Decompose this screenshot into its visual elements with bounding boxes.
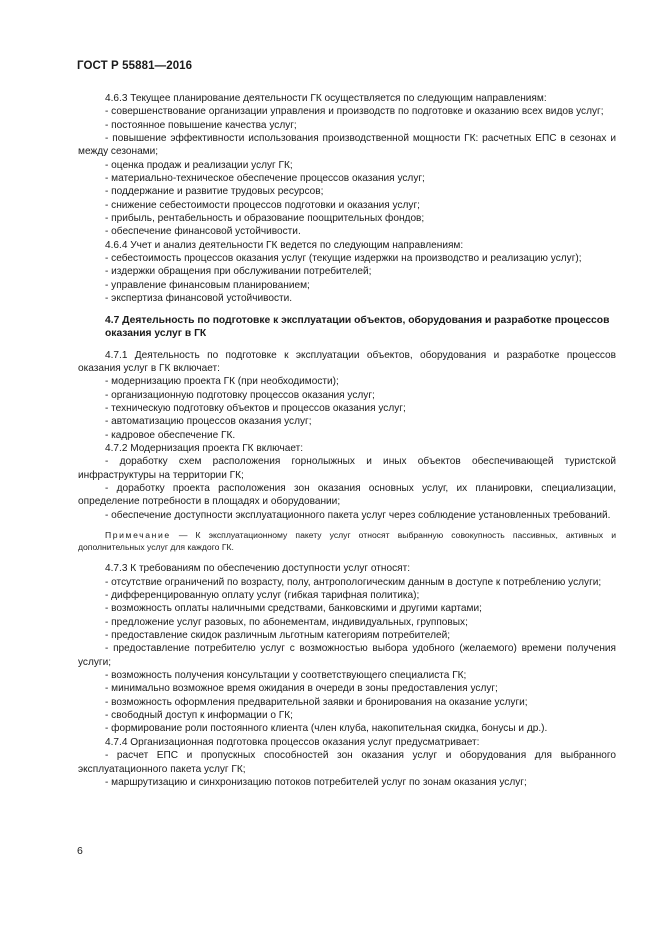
list-item: - доработку проекта расположения зон оказания основных услуг, их планировки, специализации, определение потребности в площадях и оборудовании; [78, 483, 616, 508]
page-number: 6 [77, 845, 83, 857]
list-item: - возможность оплаты наличными средствами, банковскими и другими картами; [105, 603, 482, 615]
paragraph-4-7-2-intro: 4.7.2 Модернизация проекта ГК включает: [105, 443, 304, 455]
paragraph-4-7-3-intro: 4.7.3 К требованиям по обеспечению доступности услуг относят: [105, 563, 411, 575]
list-item: - себестоимость процессов оказания услуг (текущие издержки на производство и реализацию услуг); [105, 253, 582, 265]
list-item: - поддержание и развитие трудовых ресурсов; [105, 186, 324, 198]
paragraph-4-6-3-intro: 4.6.3 Текущее планирование деятельности ГК осуществляется по следующим направлениям: [105, 93, 547, 104]
list-item: - снижение себестоимости процессов подготовки и оказания услуг; [105, 199, 420, 211]
list-item: - управление финансовым планированием; [105, 279, 310, 291]
list-item: - издержки обращения при обслуживании потребителей; [105, 266, 372, 278]
paragraph-4-7-4-intro: 4.7.4 Организационная подготовка процессов оказания услуг предусматривает: [105, 736, 480, 748]
paragraph-4-6-4-intro: 4.6.4 Учет и анализ деятельности ГК ведется по следующим направлениям: [105, 239, 464, 251]
list-item: - кадровое обеспечение ГК. [105, 429, 236, 441]
list-item: - обеспечение финансовой устойчивости. [105, 226, 301, 238]
list-item: - повышение эффективности использования производственной мощности ГК: расчетных ЕПС в сезонах и между сезонами; [78, 133, 616, 158]
list-item: - дифференцированную оплату услуг (гибкая тарифная политика); [105, 590, 420, 602]
list-item: - свободный доступ к информации о ГК; [105, 710, 293, 722]
document-body [78, 92, 616, 789]
note [78, 530, 616, 553]
list-item: - предоставление потребителю услуг с возможностью выбора удобного (желаемого) времени получения услуги; [78, 643, 616, 668]
list-item: - доработку схем расположения горнолыжных и иных объектов обеспечивающей туристской инфраструктуры на территории ГК; [78, 456, 616, 481]
list-item: - обеспечение доступности эксплуатационного пакета услуг через соблюдение установленных требований. [105, 509, 611, 521]
list-item: - прибыль, рентабельность и образование поощрительных фондов; [105, 213, 425, 225]
list-item: - расчет ЕПС и пропускных способностей зон оказания услуг и оборудования для выбранного эксплуатационного пакета услуг ГК; [78, 750, 616, 775]
list-item: - организационную подготовку процессов оказания услуг; [105, 389, 375, 401]
note-text: — К эксплуатационному пакету услуг относят выбранную совокупность пассивных, активных и дополнительных услуг для каждого ГК. [78, 530, 616, 552]
document-header: ГОСТ Р 55881—2016 [77, 60, 193, 72]
list-item: - отсутствие ограничений по возрасту, полу, антропологическим данным в доступе к потреблению услуги; [105, 576, 602, 588]
list-item: - модернизацию проекта ГК (при необходимости); [105, 376, 339, 388]
list-item: - возможность оформления предварительной заявки и бронирования на оказание услуги; [105, 696, 528, 708]
list-item: - постоянное повышение качества услуг; [105, 119, 297, 131]
list-item: - предложение услуг разовых, по абонементам, индивидуальных, групповых; [105, 616, 468, 628]
list-item: - формирование роли постоянного клиента (член клуба, накопительная скидка, бонусы и др.). [105, 723, 548, 735]
list-item: - совершенствование организации управления и производств по подготовке и оказанию всех видов услуг; [105, 106, 604, 118]
list-item: - предоставление скидок различным льготным категориям потребителей; [105, 630, 451, 642]
list-item: - экспертиза финансовой устойчивости. [105, 293, 293, 305]
list-item: - возможность получения консультации у соответствующего специалиста ГК; [105, 670, 467, 682]
section-heading-4-7: 4.7 Деятельность по подготовке к эксплуатации объектов, оборудования и разработке процессов оказания услуг в ГК [105, 314, 610, 340]
list-item: - маршрутизацию и синхронизацию потоков потребителей услуг по зонам оказания услуг; [105, 776, 527, 788]
note-label: Примечание [105, 530, 171, 541]
list-item: - материально-техническое обеспечение процессов оказания услуг; [105, 173, 425, 185]
list-item: - минимально возможное время ожидания в очереди в зоны предоставления услуг; [105, 683, 498, 695]
paragraph-4-7-1-intro: 4.7.1 Деятельность по подготовке к эксплуатации объектов, оборудования и разработке процессов оказания услуг в ГК включает: [78, 349, 616, 375]
list-item: - автоматизацию процессов оказания услуг; [105, 416, 312, 428]
list-item: - оценка продаж и реализации услуг ГК; [105, 159, 293, 171]
list-item: - техническую подготовку объектов и процессов оказания услуг; [105, 403, 406, 415]
